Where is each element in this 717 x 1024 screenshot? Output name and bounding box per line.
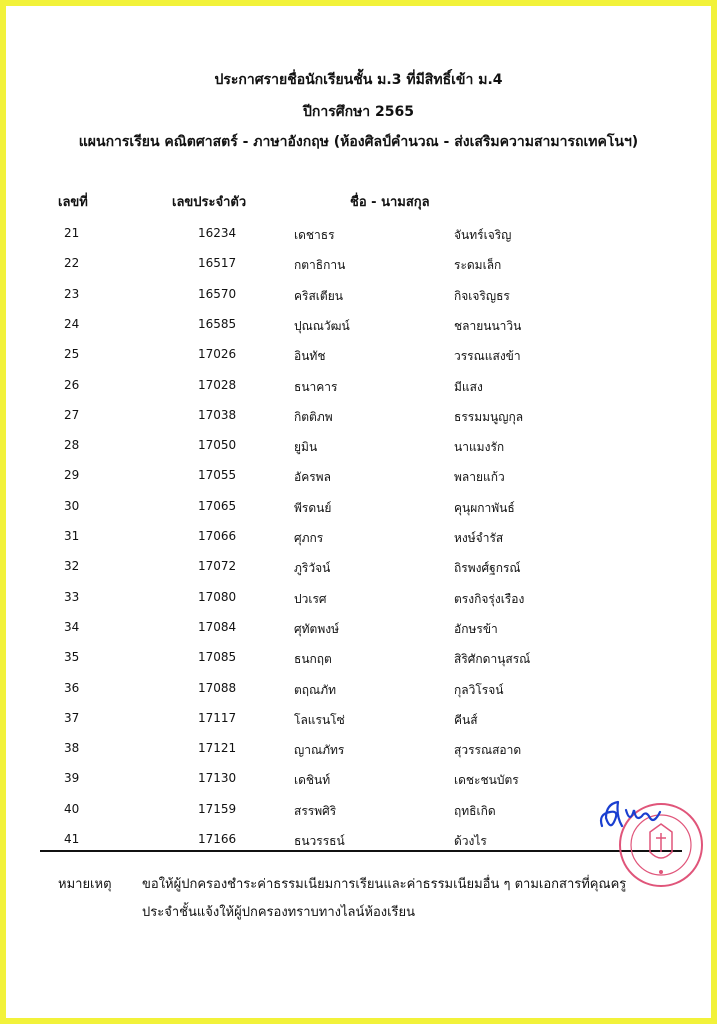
student-id: 16570	[198, 287, 237, 301]
row-number: 40	[64, 802, 80, 816]
row-number: 37	[64, 711, 80, 725]
last-name: ด้วงไร	[454, 834, 487, 848]
student-id: 17084	[198, 620, 237, 634]
table-row	[0, 378, 717, 398]
row-number: 26	[64, 378, 80, 392]
last-name: ถิรพงศ์ฐกรณ์	[454, 561, 521, 575]
last-name: สิริศักดานุสรณ์	[454, 652, 531, 666]
first-name: ปุณณวัฒน์	[294, 319, 350, 333]
row-number: 32	[64, 559, 80, 573]
column-header-student-id: เลขประจำตัว	[172, 195, 247, 210]
first-name: กตาธิกาน	[294, 258, 346, 272]
row-number: 24	[64, 317, 80, 331]
first-name: ธนวรรธน์	[294, 834, 345, 848]
row-number: 21	[64, 226, 80, 240]
first-name: พีรดนย์	[294, 501, 332, 515]
student-id: 16234	[198, 226, 237, 240]
note-text-line-1: ขอให้ผู้ปกครองชำระค่าธรรมเนียมการเรียนและค่าธรรมเนียมอื่น ๆ ตามเอกสารที่คุณครู	[142, 877, 627, 892]
student-id: 17028	[198, 378, 237, 392]
student-id: 17050	[198, 438, 237, 452]
row-number: 39	[64, 771, 80, 785]
first-name: ตฤณภัท	[294, 683, 337, 697]
last-name: กิจเจริญธร	[454, 289, 510, 303]
first-name: สรรพศิริ	[294, 804, 337, 818]
last-name: ชลายนนาวิน	[454, 319, 522, 333]
last-name: จันทร์เจริญ	[454, 228, 512, 242]
note-text-line-2: ประจำชั้นแจ้งให้ผู้ปกครองทราบทางไลน์ห้องเรียน	[142, 905, 416, 920]
last-name: พลายแก้ว	[454, 470, 505, 484]
column-header-name: ชื่อ - นามสกุล	[350, 195, 430, 210]
student-id: 17121	[198, 741, 237, 755]
student-id: 17130	[198, 771, 237, 785]
student-id: 17065	[198, 499, 237, 513]
student-id: 17072	[198, 559, 237, 573]
student-id: 17088	[198, 681, 237, 695]
first-name: ปวเรศ	[294, 592, 327, 606]
row-number: 30	[64, 499, 80, 513]
table-row	[0, 559, 717, 579]
last-name: หงษ์จำรัส	[454, 531, 504, 545]
row-number: 38	[64, 741, 80, 755]
first-name: เดชาธร	[294, 228, 335, 242]
student-id: 16517	[198, 256, 237, 270]
table-row	[0, 226, 717, 246]
last-name: สุวรรณสอาด	[454, 743, 522, 757]
table-row	[0, 317, 717, 337]
first-name: อัครพล	[294, 470, 331, 484]
table-row	[0, 620, 717, 640]
student-id: 17038	[198, 408, 237, 422]
last-name: คุนุผกาพันธ์	[454, 501, 515, 515]
row-number: 33	[64, 590, 80, 604]
table-row	[0, 650, 717, 670]
table-row	[0, 408, 717, 428]
student-id: 17026	[198, 347, 237, 361]
first-name: อินทัช	[294, 349, 326, 363]
last-name: คีนส์	[454, 713, 478, 727]
table-row	[0, 590, 717, 610]
first-name: ญาณภัทร	[294, 743, 345, 757]
row-number: 27	[64, 408, 80, 422]
last-name: อักษรข้า	[454, 622, 498, 636]
first-name: คริสเตียน	[294, 289, 343, 303]
table-row	[0, 499, 717, 519]
row-number: 23	[64, 287, 80, 301]
row-number: 36	[64, 681, 80, 695]
first-name: ธนาคาร	[294, 380, 338, 394]
student-id: 17166	[198, 832, 237, 846]
student-id: 17159	[198, 802, 237, 816]
row-number: 31	[64, 529, 80, 543]
announcement-title: ประกาศรายชื่อนักเรียนชั้น ม.3 ที่มีสิทธิ์เข้า ม.4	[214, 72, 503, 88]
student-id: 16585	[198, 317, 237, 331]
last-name: นาแมงรัก	[454, 440, 505, 454]
last-name: ฤทธิเกิด	[454, 804, 496, 818]
table-row	[0, 529, 717, 549]
first-name: ธนกฤต	[294, 652, 332, 666]
student-id: 17080	[198, 590, 237, 604]
last-name: ระดมเล็ก	[454, 258, 502, 272]
student-id: 17066	[198, 529, 237, 543]
study-program: แผนการเรียน คณิตศาสตร์ - ภาษาอังกฤษ (ห้องศิลป์คำนวณ - ส่งเสริมความสามารถเทคโนฯ)	[78, 134, 639, 150]
row-number: 41	[64, 832, 80, 846]
table-row	[0, 468, 717, 488]
row-number: 29	[64, 468, 80, 482]
column-header-number: เลขที่	[58, 195, 88, 210]
first-name: ภูริวัจน์	[294, 561, 331, 575]
academic-year: ปีการศึกษา 2565	[302, 104, 415, 120]
divider	[40, 850, 682, 852]
row-number: 34	[64, 620, 80, 634]
first-name: ศุภกร	[294, 531, 324, 545]
table-row	[0, 741, 717, 761]
first-name: ศุทัตพงษ์	[294, 622, 339, 636]
table-row	[0, 711, 717, 731]
table-row	[0, 771, 717, 791]
row-number: 35	[64, 650, 80, 664]
first-name: ยูมิน	[294, 440, 318, 454]
student-id: 17055	[198, 468, 237, 482]
table-row	[0, 347, 717, 367]
first-name: โลแรนโซ่	[294, 713, 345, 727]
last-name: วรรณแสงข้า	[454, 349, 521, 363]
student-id: 17117	[198, 711, 237, 725]
row-number: 28	[64, 438, 80, 452]
signature	[596, 796, 666, 836]
first-name: กิตติภพ	[294, 410, 333, 424]
first-name: เดชินท์	[294, 773, 331, 787]
last-name: กุลวิโรจน์	[454, 683, 504, 697]
row-number: 25	[64, 347, 80, 361]
last-name: เดชะชนบัตร	[454, 773, 519, 787]
table-row	[0, 681, 717, 701]
last-name: ธรรมมนูญกุล	[454, 410, 524, 424]
last-name: มีแสง	[454, 380, 483, 394]
table-row	[0, 438, 717, 458]
note-label: หมายเหตุ	[58, 877, 112, 892]
last-name: ตรงกิจรุ่งเรือง	[454, 592, 525, 606]
student-id: 17085	[198, 650, 237, 664]
row-number: 22	[64, 256, 80, 270]
table-row	[0, 256, 717, 276]
table-row	[0, 287, 717, 307]
